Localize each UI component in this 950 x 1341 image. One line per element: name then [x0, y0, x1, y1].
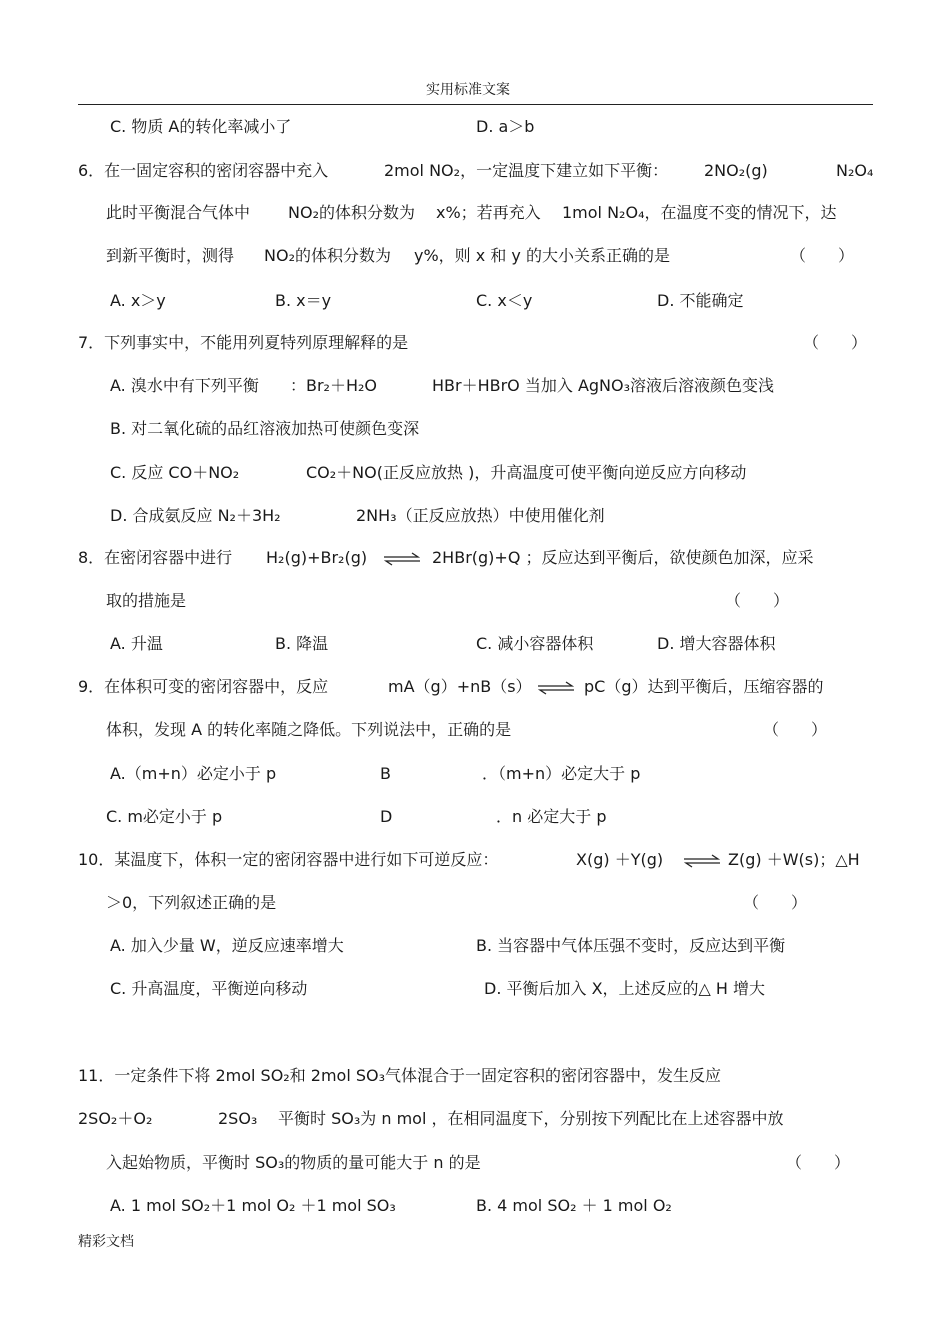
- q6-option-c: C. x＜y: [476, 291, 533, 310]
- q10-option-c: C. 升高温度，平衡逆向移动: [110, 979, 308, 998]
- q9-option-c: C. m必定小于 p: [106, 807, 223, 826]
- q6-option-d: D. 不能确定: [657, 291, 744, 310]
- q6-stem-line3-part3: y%，则 x 和 y 的大小关系正确的是: [414, 246, 670, 265]
- q10-answer-paren: （ ）: [743, 893, 808, 912]
- q8-option-d: D. 增大容器体积: [657, 634, 776, 653]
- q9-answer-paren: （ ）: [763, 720, 828, 739]
- q5-option-c: C. 物质 A的转化率减小了: [110, 117, 292, 136]
- q11-option-a: A. 1 mol SO₂＋1 mol O₂ ＋1 mol SO₃: [110, 1196, 396, 1215]
- q6-equation-right: N₂O₄: [836, 161, 874, 180]
- q6-stem-part2: 2mol NO₂，一定温度下建立如下平衡：: [384, 161, 669, 180]
- q6-option-b: B. x＝y: [275, 291, 332, 310]
- page-header-title: 实用标准文案: [426, 82, 510, 98]
- q10-option-b: B. 当容器中气体压强不变时，反应达到平衡: [476, 936, 786, 955]
- q11-equation-right: 2SO₃: [218, 1109, 258, 1128]
- q10-option-d: D. 平衡后加入 X，上述反应的△ H 增大: [484, 979, 766, 998]
- q6-stem-part1: 6．在一固定容积的密闭容器中充入: [78, 161, 329, 180]
- q8-option-b: B. 降温: [275, 634, 329, 653]
- q6-stem-line2-part4: 1mol N₂O₄，在温度不变的情况下，达: [562, 203, 837, 222]
- q9-stem-part2: pC（g）达到平衡后，压缩容器的: [584, 677, 824, 696]
- q6-equation-left: 2NO₂(g): [704, 161, 768, 180]
- q5-option-d: D. a＞b: [476, 117, 535, 136]
- q8-option-a: A. 升温: [110, 634, 163, 653]
- q8-answer-paren: （ ）: [725, 591, 790, 610]
- q7-answer-paren: （ ）: [803, 333, 868, 352]
- q11-equation-left: 2SO₂＋O₂: [78, 1109, 153, 1128]
- q9-equilibrium-arrow-icon: [536, 680, 576, 700]
- q9-option-a: A.（m+n）必定小于 p: [110, 764, 277, 783]
- q6-option-a: A. x＞y: [110, 291, 166, 310]
- q10-stem-part1: 10．某温度下，体积一定的密闭容器中进行如下可逆反应：: [78, 850, 499, 869]
- q8-equation-left: H₂(g)+Br₂(g): [266, 548, 368, 567]
- q7-option-c-part2: CO₂＋NO(正反应放热 )，升高温度可使平衡向逆反应方向移动: [306, 463, 747, 482]
- q11-answer-paren: （ ）: [786, 1153, 851, 1172]
- q8-equilibrium-arrow-icon: [382, 551, 422, 571]
- q9-equation-left: mA（g）+nB（s）: [388, 677, 532, 696]
- q6-answer-paren: （ ）: [790, 246, 855, 265]
- q10-option-a: A. 加入少量 W，逆反应速率增大: [110, 936, 344, 955]
- q6-stem-line3-part1: 到新平衡时，测得: [106, 246, 235, 265]
- page-footer-text: 精彩文档: [78, 1234, 134, 1250]
- q11-stem-line2: 平衡时 SO₃为 n mol ，在相同温度下，分别按下列配比在上述容器中放: [278, 1109, 784, 1128]
- q6-stem-line2-part3: x%；若再充入: [436, 203, 541, 222]
- q9-stem-part1: 9．在体积可变的密闭容器中，反应: [78, 677, 329, 696]
- q11-stem-line1: 11．一定条件下将 2mol SO₂和 2mol SO₃气体混合于一固定容积的密闭容器中，发生反应: [78, 1066, 722, 1085]
- header-rule: [78, 104, 873, 105]
- q9-stem-line2: 体积，发现 A 的转化率随之降低。下列说法中，正确的是: [106, 720, 512, 739]
- q8-stem-part2: 2HBr(g)+Q ；反应达到平衡后，欲使颜色加深，应采: [432, 548, 814, 567]
- q10-equation-left: X(g) ＋Y(g): [576, 850, 664, 869]
- q9-option-b-label: B: [380, 764, 391, 783]
- q9-option-b: ．（m+n）必定大于 p: [482, 764, 641, 783]
- q9-option-d: ．n 必定大于 p: [496, 807, 607, 826]
- q10-stem-line2: ＞0，下列叙述正确的是: [106, 893, 277, 912]
- q6-stem-line3-part2: NO₂的体积分数为: [264, 246, 391, 265]
- q8-stem-line2: 取的措施是: [106, 591, 187, 610]
- q10-equilibrium-arrow-icon: [682, 853, 722, 873]
- q11-option-b: B. 4 mol SO₂ ＋ 1 mol O₂: [476, 1196, 672, 1215]
- q10-equation-right: Z(g) ＋W(s)；△H: [728, 850, 860, 869]
- q6-stem-line2-part1: 此时平衡混合气体中: [106, 203, 251, 222]
- q6-stem-line2-part2: NO₂的体积分数为: [288, 203, 415, 222]
- q7-option-a-part2: ：Br₂＋H₂O: [290, 376, 378, 395]
- q7-option-a-part1: A. 溴水中有下列平衡: [110, 376, 259, 395]
- q7-option-d-part1: D. 合成氨反应 N₂＋3H₂: [110, 506, 281, 525]
- q8-stem-part1: 8．在密闭容器中进行: [78, 548, 233, 567]
- q9-option-d-label: D: [380, 807, 393, 826]
- q7-option-d-part2: 2NH₃（正反应放热）中使用催化剂: [356, 506, 605, 525]
- q7-option-b: B. 对二氧化硫的品红溶液加热可使颜色变深: [110, 419, 420, 438]
- q7-stem: 7．下列事实中，不能用列夏特列原理解释的是: [78, 333, 409, 352]
- q7-option-c-part1: C. 反应 CO＋NO₂: [110, 463, 240, 482]
- q11-stem-line3: 入起始物质，平衡时 SO₃的物质的量可能大于 n 的是: [106, 1153, 481, 1172]
- q8-option-c: C. 减小容器体积: [476, 634, 594, 653]
- q7-option-a-part3: HBr＋HBrO 当加入 AgNO₃溶液后溶液颜色变浅: [432, 376, 775, 395]
